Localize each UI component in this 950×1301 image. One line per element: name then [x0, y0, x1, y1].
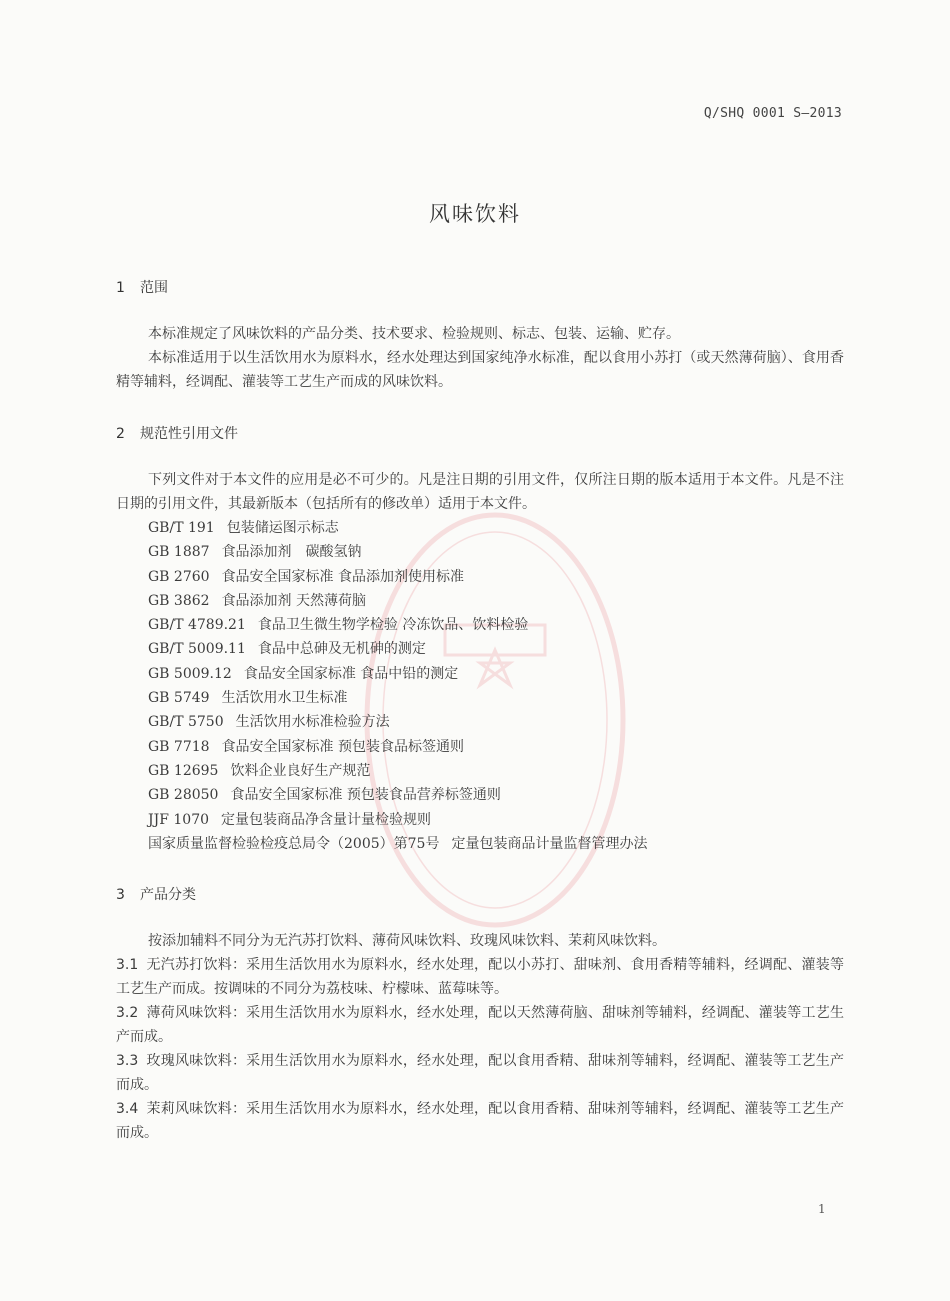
reference-name: 食品安全国家标准 食品中铅的测定 [243, 665, 459, 682]
section-title: 范围 [140, 280, 168, 296]
reference-code: GB 5009.12 [148, 665, 232, 682]
reference-item [148, 589, 647, 613]
reference-name: 生活饮用水卫生标准 [221, 690, 348, 707]
item-number: 3.1 [116, 957, 139, 973]
section-number: 3 [116, 887, 125, 903]
reference-item [148, 516, 647, 540]
reference-name: 定量包装商品计量监督管理办法 [451, 835, 648, 852]
classification-item [116, 1001, 844, 1049]
reference-code: GB 5749 [148, 690, 210, 707]
section-number: 1 [116, 280, 125, 296]
reference-item [148, 783, 647, 807]
item-number: 3.4 [116, 1101, 139, 1117]
reference-name: 食品中总砷及无机砷的测定 [257, 641, 426, 658]
reference-name: 食品添加剂 天然薄荷脑 [221, 592, 367, 609]
reference-code: GB 7718 [148, 738, 210, 755]
reference-item [148, 662, 647, 686]
document-code: Q/SHQ 0001 S—2013 [703, 106, 842, 121]
section-title: 规范性引用文件 [140, 426, 238, 442]
paragraph: 按添加辅料不同分为无汽苏打饮料、薄荷风味饮料、玫瑰风味饮料、茉莉风味饮料。 [148, 933, 666, 949]
reference-item [148, 759, 647, 783]
reference-name: 定量包装商品净含量计量检验规则 [221, 811, 432, 828]
section-number: 2 [116, 426, 125, 442]
reference-item [148, 808, 647, 832]
item-text: 无汽苏打饮料：采用生活饮用水为原料水，经水处理，配以小苏打、甜味剂、食用香精等辅料，经调配、灌装等工艺生产而成。按调味的不同分为荔枝味、柠檬味、蓝莓味等。 [116, 957, 844, 997]
reference-item [148, 613, 647, 637]
reference-code: GB 28050 [148, 787, 219, 804]
section-heading-scope [116, 277, 168, 297]
reference-code: GB/T 4789.21 [148, 617, 246, 634]
section-heading-normative-references [116, 423, 238, 443]
item-text: 玫瑰风味饮料：采用生活饮用水为原料水，经水处理，配以食用香精、甜味剂等辅料，经调配、灌装等工艺生产而成。 [116, 1053, 844, 1093]
reference-code: GB/T 5009.11 [148, 641, 246, 658]
reference-code: GB 3862 [148, 592, 210, 609]
reference-name: 食品安全国家标准 食品添加剂使用标准 [221, 568, 465, 585]
reference-item [148, 540, 647, 564]
reference-code: GB 2760 [148, 568, 210, 585]
item-text: 茉莉风味饮料：采用生活饮用水为原料水，经水处理，配以食用香精、甜味剂等辅料，经调配、灌装等工艺生产而成。 [116, 1101, 844, 1141]
reference-code: GB 12695 [148, 762, 219, 779]
page-number: 1 [818, 1202, 826, 1216]
reference-item [148, 565, 647, 589]
classification-item [116, 1049, 844, 1097]
reference-item [148, 832, 647, 856]
paragraph: 本标准适用于以生活饮用水为原料水，经水处理达到国家纯净水标准，配以食用小苏打（或天然薄荷脑）、食用香精等辅料，经调配、灌装等工艺生产而成的风味饮料。 [116, 350, 844, 390]
document-title: 风味饮料 [429, 202, 521, 226]
reference-item [148, 710, 647, 734]
reference-name: 包装储运图示标志 [226, 520, 339, 536]
reference-code: GB 1887 [148, 544, 210, 561]
section-title: 产品分类 [140, 887, 196, 903]
item-number: 3.3 [116, 1053, 139, 1069]
item-text: 薄荷风味饮料：采用生活饮用水为原料水，经水处理，配以天然薄荷脑、甜味剂等辅料，经调配、灌装等工艺生产而成。 [116, 1005, 844, 1045]
reference-name: 食品添加剂 碳酸氢钠 [221, 544, 362, 561]
paragraph: 本标准规定了风味饮料的产品分类、技术要求、检验规则、标志、包装、运输、贮存。 [148, 326, 680, 342]
reference-name: 食品卫生微生物学检验 冷冻饮品、饮料检验 [257, 617, 529, 634]
reference-item [148, 637, 647, 661]
classification-item [116, 953, 844, 1001]
reference-name: 食品安全国家标准 预包装食品标签通则 [221, 738, 465, 755]
reference-code: GB/T 5750 [148, 714, 224, 731]
paragraph: 下列文件对于本文件的应用是必不可少的。凡是注日期的引用文件，仅所注日期的版本适用于本文件。凡是不注日期的引用文件，其最新版本（包括所有的修改单）适用于本文件。 [116, 472, 844, 512]
reference-code: JJF 1070 [148, 811, 210, 828]
reference-item [148, 686, 647, 710]
classification-item [116, 1097, 844, 1145]
reference-code: 国家质量监督检验检疫总局令（2005）第75号 [148, 835, 440, 852]
reference-code: GB/T 191 [148, 520, 215, 536]
reference-item [148, 735, 647, 759]
reference-name: 饮料企业良好生产规范 [230, 762, 371, 779]
reference-name: 生活饮用水标准检验方法 [235, 714, 390, 731]
reference-name: 食品安全国家标准 预包装食品营养标签通则 [230, 787, 501, 804]
reference-list [148, 516, 647, 856]
section-heading-product-classification [116, 884, 196, 904]
item-number: 3.2 [116, 1005, 139, 1021]
